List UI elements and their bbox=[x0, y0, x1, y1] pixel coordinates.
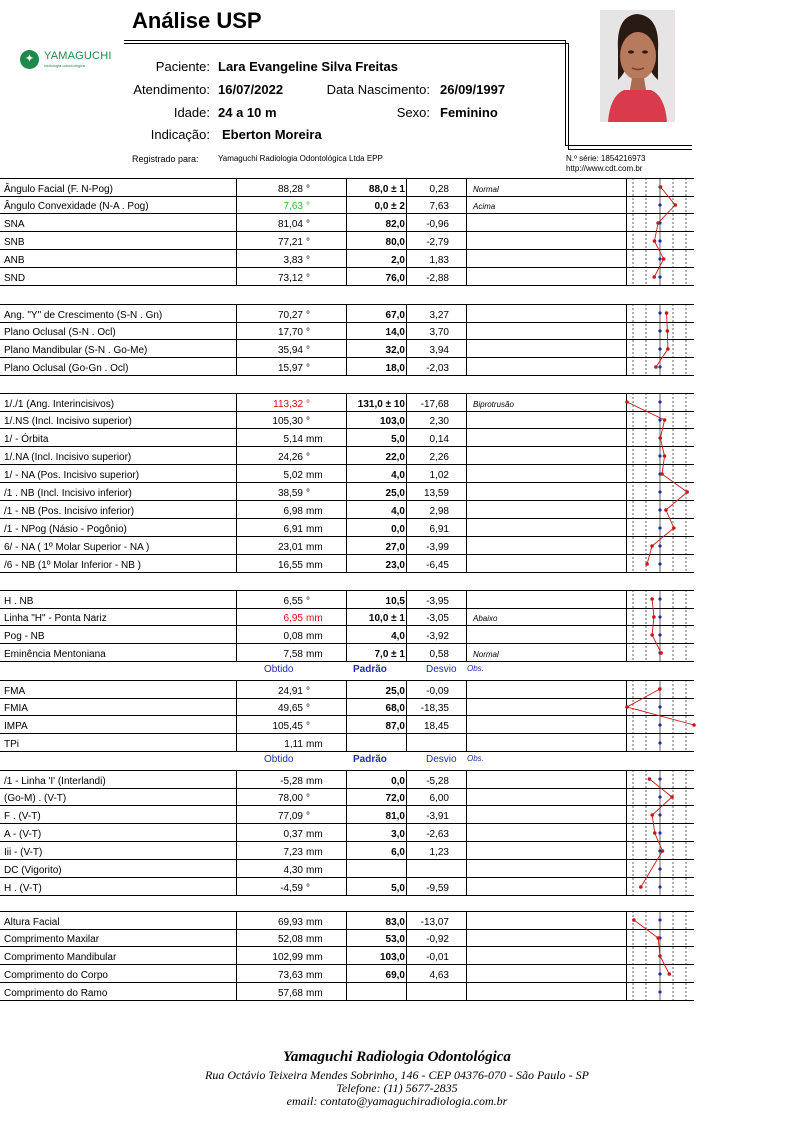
measure-label: FMIA bbox=[4, 703, 28, 714]
measure-obtained: -4,59 bbox=[236, 878, 303, 895]
sex-label: Sexo: bbox=[396, 105, 430, 120]
standard-point bbox=[658, 777, 661, 780]
registered-label: Registrado para: bbox=[132, 154, 199, 164]
measure-label: Ang. "Y" de Crescimento (S-N . Gn) bbox=[4, 310, 163, 321]
standard-point bbox=[658, 597, 661, 600]
logo-tooth-icon: ✦ bbox=[20, 50, 39, 69]
measure-unit: ° bbox=[306, 416, 310, 427]
measure-standard: 87,0 bbox=[346, 716, 405, 733]
standard-point bbox=[658, 239, 661, 242]
measure-obtained: 1,11 bbox=[236, 734, 303, 751]
measure-label: Ângulo Convexidade (N-A . Pog) bbox=[4, 201, 149, 212]
measure-unit: ° bbox=[306, 219, 310, 230]
measure-label: /1 - NPog (Násio - Pogônio) bbox=[4, 524, 127, 535]
measure-label: A - (V-T) bbox=[4, 829, 42, 840]
standard-point bbox=[658, 544, 661, 547]
measure-obtained: 81,04 bbox=[236, 214, 303, 231]
measure-obtained: 17,70 bbox=[236, 322, 303, 339]
measure-label: Ângulo Facial (F. N-Pog) bbox=[4, 184, 113, 195]
measure-unit: mm bbox=[306, 776, 323, 787]
measure-deviation: -0,92 bbox=[406, 929, 449, 946]
measure-label: IMPA bbox=[4, 721, 28, 732]
measure-obtained: 23,01 bbox=[236, 537, 303, 554]
measure-obtained: 70,27 bbox=[236, 305, 303, 322]
measure-standard: 22,0 bbox=[346, 447, 405, 464]
measure-label: Comprimento Mandibular bbox=[4, 952, 117, 963]
measure-obtained: 4,30 bbox=[236, 860, 303, 877]
col-header-obs: Obs. bbox=[467, 664, 484, 673]
standard-point bbox=[658, 508, 661, 511]
measure-standard: 27,0 bbox=[346, 537, 405, 554]
measure-label: /6 - NB (1º Molar Inferior - NB ) bbox=[4, 560, 142, 571]
measure-label: DC (Vigorito) bbox=[4, 865, 62, 876]
measure-unit: ° bbox=[306, 273, 310, 284]
standard-point bbox=[658, 526, 661, 529]
measure-standard: 18,0 bbox=[346, 358, 405, 375]
standard-point bbox=[658, 705, 661, 708]
measure-deviation: 1,23 bbox=[406, 842, 449, 859]
standard-point bbox=[658, 490, 661, 493]
measure-unit: ° bbox=[306, 721, 310, 732]
measure-observation: Biprotrusão bbox=[466, 394, 633, 411]
measure-observation: Acima bbox=[466, 196, 633, 213]
measure-standard: 0,0 ± 2 bbox=[346, 196, 405, 213]
measure-obtained: 7,23 bbox=[236, 842, 303, 859]
measure-standard: 3,0 bbox=[346, 824, 405, 841]
measure-unit: ° bbox=[306, 327, 310, 338]
measure-unit: mm bbox=[306, 934, 323, 945]
measure-deviation: 2,26 bbox=[406, 447, 449, 464]
measure-label: Eminência Mentoniana bbox=[4, 649, 106, 660]
measure-unit: mm bbox=[306, 847, 323, 858]
measure-unit: mm bbox=[306, 988, 323, 999]
measure-observation: Abaixo bbox=[466, 608, 633, 625]
birth-date: 26/09/1997 bbox=[440, 82, 506, 97]
measure-deviation: -2,79 bbox=[406, 232, 449, 249]
measure-unit: ° bbox=[306, 184, 310, 195]
measure-obtained: 57,68 bbox=[236, 983, 303, 1000]
measure-deviation: 3,27 bbox=[406, 305, 449, 322]
measure-obtained: 6,91 bbox=[236, 519, 303, 536]
measure-standard: 131,0 ± 10 bbox=[346, 394, 405, 411]
measure-unit: mm bbox=[306, 739, 323, 750]
measure-obtained: 38,59 bbox=[236, 483, 303, 500]
measure-unit: mm bbox=[306, 952, 323, 963]
measure-standard: 103,0 bbox=[346, 947, 405, 964]
measure-standard: 2,0 bbox=[346, 250, 405, 267]
measure-standard: 69,0 bbox=[346, 965, 405, 982]
measure-deviation: 3,94 bbox=[406, 340, 449, 357]
measure-standard: 10,5 bbox=[346, 591, 405, 608]
measure-standard: 67,0 bbox=[346, 305, 405, 322]
measure-unit: mm bbox=[306, 970, 323, 981]
standard-point bbox=[658, 203, 661, 206]
measure-obtained: 113,32 bbox=[236, 394, 303, 411]
measure-obtained: -5,28 bbox=[236, 771, 303, 788]
measure-obtained: 77,09 bbox=[236, 806, 303, 823]
measure-standard: 23,0 bbox=[346, 555, 405, 572]
measure-unit: mm bbox=[306, 434, 323, 445]
measure-obtained: 78,00 bbox=[236, 788, 303, 805]
measure-deviation: -5,28 bbox=[406, 771, 449, 788]
measure-label: /1 . NB (Incl. Incisivo inferior) bbox=[4, 488, 132, 499]
measure-obtained: 3,83 bbox=[236, 250, 303, 267]
measure-standard: 72,0 bbox=[346, 788, 405, 805]
measure-standard: 68,0 bbox=[346, 698, 405, 715]
measure-unit: mm bbox=[306, 865, 323, 876]
measure-label: Comprimento do Corpo bbox=[4, 970, 108, 981]
standard-point bbox=[658, 633, 661, 636]
measure-standard: 88,0 ± 1 bbox=[346, 179, 405, 196]
measure-deviation: -18,35 bbox=[406, 698, 449, 715]
measure-standard: 53,0 bbox=[346, 929, 405, 946]
measure-obtained: 6,95 bbox=[236, 608, 303, 625]
measure-deviation: 3,70 bbox=[406, 322, 449, 339]
measure-obtained: 24,91 bbox=[236, 681, 303, 698]
measure-obtained: 102,99 bbox=[236, 947, 303, 964]
measure-deviation: -3,91 bbox=[406, 806, 449, 823]
registered-value: Yamaguchi Radiologia Odontológica Ltda EPP bbox=[218, 154, 383, 163]
measure-deviation: -3,05 bbox=[406, 608, 449, 625]
measure-obtained: 7,58 bbox=[236, 644, 303, 661]
measure-obtained: 49,65 bbox=[236, 698, 303, 715]
measure-obtained: 5,02 bbox=[236, 465, 303, 482]
logo-name: YAMAGUCHI bbox=[44, 50, 112, 62]
measure-observation: Normal bbox=[466, 644, 633, 661]
measure-unit: ° bbox=[306, 793, 310, 804]
measure-standard: 82,0 bbox=[346, 214, 405, 231]
standard-point bbox=[658, 741, 661, 744]
measure-label: Plano Oclusal (Go-Gn . Ocl) bbox=[4, 363, 129, 374]
measure-standard: 14,0 bbox=[346, 322, 405, 339]
measure-standard: 76,0 bbox=[346, 268, 405, 285]
measure-standard: 5,0 bbox=[346, 878, 405, 895]
col-header-desvio: Desvio bbox=[426, 754, 457, 765]
measure-deviation: -9,59 bbox=[406, 878, 449, 895]
standard-point bbox=[658, 615, 661, 618]
measure-deviation: 1,02 bbox=[406, 465, 449, 482]
measure-label: H . (V-T) bbox=[4, 883, 42, 894]
standard-point bbox=[658, 454, 661, 457]
measure-label: (Go-M) . (V-T) bbox=[4, 793, 67, 804]
measure-standard: 81,0 bbox=[346, 806, 405, 823]
measure-deviation: -3,99 bbox=[406, 537, 449, 554]
measure-unit: ° bbox=[306, 345, 310, 356]
age-label: Idade: bbox=[173, 105, 210, 120]
measure-label: Iii - (V-T) bbox=[4, 847, 43, 858]
measure-label: Linha "H" - Ponta Nariz bbox=[4, 613, 107, 624]
measure-obtained: 73,12 bbox=[236, 268, 303, 285]
measure-unit: ° bbox=[306, 399, 310, 410]
measure-label: Comprimento do Ramo bbox=[4, 988, 108, 999]
standard-point bbox=[658, 885, 661, 888]
col-header-padrao: Padrão bbox=[353, 754, 387, 765]
measure-deviation: -2,03 bbox=[406, 358, 449, 375]
measure-obtained: 16,55 bbox=[236, 555, 303, 572]
deviation-line bbox=[627, 402, 687, 564]
measure-obtained: 6,98 bbox=[236, 501, 303, 518]
measure-standard: 7,0 ± 1 bbox=[346, 644, 405, 661]
measure-label: SNA bbox=[4, 219, 25, 230]
standard-point bbox=[658, 918, 661, 921]
sex-value: Feminino bbox=[440, 105, 498, 120]
deviation-line bbox=[654, 187, 675, 277]
measure-label: F . (V-T) bbox=[4, 811, 41, 822]
measure-label: Altura Facial bbox=[4, 917, 60, 928]
measure-obtained: 73,63 bbox=[236, 965, 303, 982]
standard-point bbox=[658, 831, 661, 834]
measure-label: Plano Oclusal (S-N . Ocl) bbox=[4, 327, 116, 338]
measure-unit: mm bbox=[306, 524, 323, 535]
footer-company: Yamaguchi Radiologia Odontológica bbox=[283, 1049, 511, 1065]
col-header-padrao: Padrão bbox=[353, 664, 387, 675]
measure-deviation: 2,30 bbox=[406, 411, 449, 428]
measure-unit: ° bbox=[306, 255, 310, 266]
measure-deviation: -2,88 bbox=[406, 268, 449, 285]
footer-email[interactable]: email: contato@yamaguchiradiologia.com.br bbox=[286, 1094, 508, 1108]
measure-standard: 0,0 bbox=[346, 771, 405, 788]
measure-deviation: -0,01 bbox=[406, 947, 449, 964]
measure-unit: ° bbox=[306, 811, 310, 822]
measure-obtained: 7,63 bbox=[236, 196, 303, 213]
measure-unit: mm bbox=[306, 917, 323, 928]
measure-standard: 83,0 bbox=[346, 912, 405, 929]
measure-obtained: 0,08 bbox=[236, 626, 303, 643]
measure-unit: ° bbox=[306, 310, 310, 321]
measure-deviation: 6,91 bbox=[406, 519, 449, 536]
measure-deviation: -6,45 bbox=[406, 555, 449, 572]
standard-point bbox=[658, 311, 661, 314]
measure-label: SND bbox=[4, 273, 26, 284]
measure-deviation: 2,98 bbox=[406, 501, 449, 518]
standard-point bbox=[658, 347, 661, 350]
measure-label: Plano Mandibular (S-N . Go-Me) bbox=[4, 345, 148, 356]
measure-unit: mm bbox=[306, 542, 323, 553]
measure-deviation: -2,63 bbox=[406, 824, 449, 841]
measure-standard: 4,0 bbox=[346, 626, 405, 643]
website-link[interactable]: http://www.cdt.com.br bbox=[566, 164, 643, 173]
measure-standard: 4,0 bbox=[346, 501, 405, 518]
measure-unit: ° bbox=[306, 201, 310, 212]
col-header-obs: Obs. bbox=[467, 754, 484, 763]
measure-standard: 5,0 bbox=[346, 429, 405, 446]
measure-standard: 0,0 bbox=[346, 519, 405, 536]
measure-observation: Normal bbox=[466, 179, 633, 196]
patient-label: Paciente: bbox=[155, 59, 210, 74]
measure-obtained: 24,26 bbox=[236, 447, 303, 464]
indication-value: Eberton Moreira bbox=[222, 127, 322, 142]
measure-obtained: 5,14 bbox=[236, 429, 303, 446]
standard-point bbox=[658, 400, 661, 403]
measure-label: SNB bbox=[4, 237, 25, 248]
standard-point bbox=[658, 867, 661, 870]
measure-obtained: 52,08 bbox=[236, 929, 303, 946]
serial-number: N.º série: 1854216973 bbox=[566, 154, 646, 163]
measure-unit: mm bbox=[306, 470, 323, 481]
standard-point bbox=[658, 795, 661, 798]
measure-standard: 32,0 bbox=[346, 340, 405, 357]
measure-deviation: -13,07 bbox=[406, 912, 449, 929]
measure-standard: 25,0 bbox=[346, 483, 405, 500]
measure-unit: mm bbox=[306, 613, 323, 624]
standard-point bbox=[658, 813, 661, 816]
measure-deviation: 0,14 bbox=[406, 429, 449, 446]
measure-obtained: 77,21 bbox=[236, 232, 303, 249]
measure-unit: mm bbox=[306, 506, 323, 517]
measure-standard: 4,0 bbox=[346, 465, 405, 482]
measure-obtained: 88,28 bbox=[236, 179, 303, 196]
measure-label: 1/ - Órbita bbox=[4, 434, 49, 445]
measure-label: 1/ - NA (Pos. Incisivo superior) bbox=[4, 470, 140, 481]
measure-standard: 25,0 bbox=[346, 681, 405, 698]
measure-obtained: 105,30 bbox=[236, 411, 303, 428]
measure-label: 1/.NA (Incl. Incisivo superior) bbox=[4, 452, 132, 463]
measure-obtained: 15,97 bbox=[236, 358, 303, 375]
measure-standard: 103,0 bbox=[346, 411, 405, 428]
measure-label: 6/ - NA ( 1º Molar Superior - NA ) bbox=[4, 542, 150, 553]
measure-deviation: -17,68 bbox=[406, 394, 449, 411]
measure-unit: ° bbox=[306, 488, 310, 499]
page-title: Análise USP bbox=[132, 8, 262, 33]
measure-label: TPi bbox=[4, 739, 19, 750]
col-header-obtido: Obtido bbox=[264, 664, 294, 675]
measure-deviation: 0,58 bbox=[406, 644, 449, 661]
measure-unit: mm bbox=[306, 649, 323, 660]
measure-deviation: -3,92 bbox=[406, 626, 449, 643]
standard-point bbox=[658, 257, 661, 260]
deviation-line bbox=[634, 920, 669, 974]
measure-unit: ° bbox=[306, 686, 310, 697]
measure-unit: ° bbox=[306, 596, 310, 607]
measure-standard: 80,0 bbox=[346, 232, 405, 249]
col-header-desvio: Desvio bbox=[426, 664, 457, 675]
measure-deviation: 0,28 bbox=[406, 179, 449, 196]
standard-point bbox=[658, 365, 661, 368]
deviation-line bbox=[656, 313, 668, 367]
measure-label: ANB bbox=[4, 255, 25, 266]
measure-deviation: 4,63 bbox=[406, 965, 449, 982]
measure-obtained: 35,94 bbox=[236, 340, 303, 357]
standard-point bbox=[658, 418, 661, 421]
logo-subtitle: radiologia odontológica bbox=[44, 63, 86, 68]
measure-unit: ° bbox=[306, 883, 310, 894]
measure-obtained: 105,45 bbox=[236, 716, 303, 733]
measure-label: /1 - Linha 'I' (Interlandi) bbox=[4, 776, 106, 787]
measure-unit: mm bbox=[306, 631, 323, 642]
standard-point bbox=[658, 275, 661, 278]
standard-point bbox=[658, 972, 661, 975]
measure-label: 1/.NS (Incl. Incisivo superior) bbox=[4, 416, 132, 427]
patient-name: Lara Evangeline Silva Freitas bbox=[218, 59, 398, 74]
measure-unit: mm bbox=[306, 560, 323, 571]
measure-deviation: 13,59 bbox=[406, 483, 449, 500]
measure-standard: 10,0 ± 1 bbox=[346, 608, 405, 625]
measure-label: H . NB bbox=[4, 596, 34, 607]
standard-point bbox=[658, 990, 661, 993]
standard-point bbox=[658, 723, 661, 726]
measure-unit: mm bbox=[306, 829, 323, 840]
birth-label: Data Nascimento: bbox=[326, 82, 430, 97]
measure-deviation: 6,00 bbox=[406, 788, 449, 805]
footer-address: Rua Octávio Teixeira Mendes Sobrinho, 146 - CEP 04376-070 - São Paulo - SP bbox=[205, 1068, 589, 1082]
visit-date: 16/07/2022 bbox=[218, 82, 284, 97]
measure-deviation: -0,96 bbox=[406, 214, 449, 231]
visit-label: Atendimento: bbox=[133, 82, 210, 97]
age-value: 24 a 10 m bbox=[218, 105, 277, 120]
standard-point bbox=[658, 562, 661, 565]
measure-label: FMA bbox=[4, 686, 26, 697]
measure-deviation: 7,63 bbox=[406, 196, 449, 213]
measure-label: Comprimento Maxilar bbox=[4, 934, 100, 945]
measure-unit: ° bbox=[306, 703, 310, 714]
measure-unit: ° bbox=[306, 237, 310, 248]
measure-deviation: -0,09 bbox=[406, 681, 449, 698]
measure-deviation: 18,45 bbox=[406, 716, 449, 733]
measure-label: Pog - NB bbox=[4, 631, 45, 642]
measure-label: /1 - NB (Pos. Incisivo inferior) bbox=[4, 506, 135, 517]
measure-unit: ° bbox=[306, 363, 310, 374]
col-header-obtido: Obtido bbox=[264, 754, 294, 765]
measure-unit: ° bbox=[306, 452, 310, 463]
measure-obtained: 6,55 bbox=[236, 591, 303, 608]
measure-deviation: -3,95 bbox=[406, 591, 449, 608]
measure-obtained: 0,37 bbox=[236, 824, 303, 841]
measure-standard: 6,0 bbox=[346, 842, 405, 859]
measure-obtained: 69,93 bbox=[236, 912, 303, 929]
indication-label: Indicação: bbox=[150, 127, 210, 142]
measure-label: 1/./1 (Ang. Interincisivos) bbox=[4, 399, 115, 410]
measure-deviation: 1,83 bbox=[406, 250, 449, 267]
standard-point bbox=[658, 329, 661, 332]
footer-phone: Telefone: (11) 5677-2835 bbox=[336, 1081, 458, 1095]
